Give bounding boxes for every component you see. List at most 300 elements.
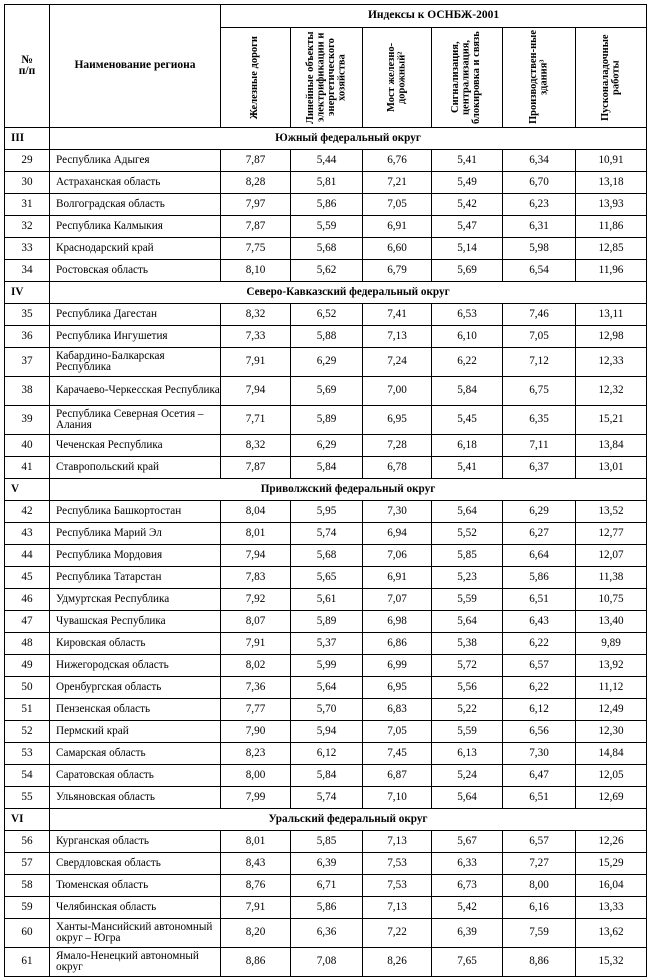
section-row xyxy=(5,128,647,150)
railways-value: 7,87 xyxy=(221,150,291,172)
section-code: V xyxy=(5,479,50,501)
table-row xyxy=(5,501,647,523)
production-buildings-value: 6,70 xyxy=(503,172,576,194)
table-row xyxy=(5,523,647,545)
table-row xyxy=(5,304,647,326)
region-name: Республика Северная Осетия – Алания xyxy=(50,406,221,435)
table-header xyxy=(5,5,647,128)
region-name: Ямало-Ненецкий автономный округ xyxy=(50,948,221,977)
electrification-value: 5,44 xyxy=(291,150,363,172)
section-row xyxy=(5,479,647,501)
commissioning-value: 13,52 xyxy=(576,501,647,523)
region-name: Карачаево-Черкесская Республика xyxy=(50,377,221,406)
section-title: Приволжский федеральный округ xyxy=(50,479,647,501)
row-number: 51 xyxy=(5,699,50,721)
commissioning-value: 12,07 xyxy=(576,545,647,567)
col-number-header: № п/п xyxy=(5,5,50,128)
rail-bridge-value: 7,05 xyxy=(363,721,432,743)
signalling-value: 6,73 xyxy=(432,875,503,897)
production-buildings-value: 6,12 xyxy=(503,699,576,721)
row-number: 38 xyxy=(5,377,50,406)
signalling-value: 5,56 xyxy=(432,677,503,699)
railways-value: 7,97 xyxy=(221,194,291,216)
region-name: Республика Татарстан xyxy=(50,567,221,589)
signalling-value: 5,64 xyxy=(432,611,503,633)
railways-value: 8,76 xyxy=(221,875,291,897)
commissioning-value: 15,29 xyxy=(576,853,647,875)
table-row xyxy=(5,545,647,567)
electrification-value: 6,29 xyxy=(291,348,363,377)
rail-bridge-value: 7,13 xyxy=(363,897,432,919)
production-buildings-value: 6,27 xyxy=(503,523,576,545)
rail-bridge-value: 7,53 xyxy=(363,853,432,875)
railways-value: 7,91 xyxy=(221,348,291,377)
row-number: 31 xyxy=(5,194,50,216)
region-name: Саратовская область xyxy=(50,765,221,787)
signalling-value: 5,41 xyxy=(432,150,503,172)
region-name: Ульяновская область xyxy=(50,787,221,809)
region-name: Республика Адыгея xyxy=(50,150,221,172)
col-rail-bridge-header: Мост железно-дорожный² xyxy=(363,28,432,128)
production-buildings-value: 8,86 xyxy=(503,948,576,977)
section-title: Южный федеральный округ xyxy=(50,128,647,150)
table-row xyxy=(5,567,647,589)
electrification-value: 5,74 xyxy=(291,787,363,809)
section-title: Северо-Кавказский федеральный округ xyxy=(50,282,647,304)
signalling-value: 5,14 xyxy=(432,238,503,260)
electrification-value: 5,86 xyxy=(291,897,363,919)
table-row xyxy=(5,172,647,194)
railways-value: 7,71 xyxy=(221,406,291,435)
production-buildings-value: 6,16 xyxy=(503,897,576,919)
signalling-value: 5,84 xyxy=(432,377,503,406)
production-buildings-value: 6,54 xyxy=(503,260,576,282)
production-buildings-value: 6,51 xyxy=(503,787,576,809)
commissioning-value: 12,26 xyxy=(576,831,647,853)
row-number: 56 xyxy=(5,831,50,853)
indices-group-header: Индексы к ОСНБЖ-2001 xyxy=(221,5,647,28)
production-buildings-value: 6,51 xyxy=(503,589,576,611)
railways-value: 8,01 xyxy=(221,523,291,545)
railways-value: 7,83 xyxy=(221,567,291,589)
railways-value: 8,07 xyxy=(221,611,291,633)
row-number: 29 xyxy=(5,150,50,172)
railways-value: 7,91 xyxy=(221,633,291,655)
row-number: 54 xyxy=(5,765,50,787)
row-number: 43 xyxy=(5,523,50,545)
region-name: Ставропольский край xyxy=(50,457,221,479)
row-number: 40 xyxy=(5,435,50,457)
row-number: 35 xyxy=(5,304,50,326)
rail-bridge-value: 7,53 xyxy=(363,875,432,897)
table-row xyxy=(5,787,647,809)
railways-value: 8,00 xyxy=(221,765,291,787)
table-body xyxy=(5,128,647,977)
col-electrification-header: Линейные объекты электрификации и энергетического хозяйства xyxy=(291,28,363,128)
signalling-value: 5,49 xyxy=(432,172,503,194)
production-buildings-value: 7,12 xyxy=(503,348,576,377)
electrification-value: 5,95 xyxy=(291,501,363,523)
row-number: 45 xyxy=(5,567,50,589)
table-row xyxy=(5,853,647,875)
rail-bridge-value: 7,22 xyxy=(363,919,432,948)
electrification-value: 5,70 xyxy=(291,699,363,721)
table-row xyxy=(5,831,647,853)
commissioning-value: 11,38 xyxy=(576,567,647,589)
commissioning-value: 10,91 xyxy=(576,150,647,172)
commissioning-value: 12,77 xyxy=(576,523,647,545)
electrification-value: 7,08 xyxy=(291,948,363,977)
electrification-value: 6,71 xyxy=(291,875,363,897)
region-name: Кировская область xyxy=(50,633,221,655)
electrification-value: 5,62 xyxy=(291,260,363,282)
signalling-value: 7,65 xyxy=(432,948,503,977)
section-code: III xyxy=(5,128,50,150)
rail-bridge-value: 7,41 xyxy=(363,304,432,326)
signalling-value: 5,64 xyxy=(432,501,503,523)
col-region-name-header: Наименование региона xyxy=(50,5,221,128)
col-production-buildings-header: Производствен-ные здания³ xyxy=(503,28,576,128)
section-title: Уральский федеральный округ xyxy=(50,809,647,831)
railways-value: 7,87 xyxy=(221,457,291,479)
electrification-value: 5,81 xyxy=(291,172,363,194)
commissioning-value: 10,75 xyxy=(576,589,647,611)
signalling-value: 5,22 xyxy=(432,699,503,721)
rail-bridge-value: 6,95 xyxy=(363,677,432,699)
signalling-value: 5,23 xyxy=(432,567,503,589)
electrification-value: 5,84 xyxy=(291,765,363,787)
row-number: 48 xyxy=(5,633,50,655)
table-row xyxy=(5,919,647,948)
region-name: Свердловская область xyxy=(50,853,221,875)
row-number: 53 xyxy=(5,743,50,765)
region-name: Республика Калмыкия xyxy=(50,216,221,238)
commissioning-value: 12,98 xyxy=(576,326,647,348)
commissioning-value: 12,32 xyxy=(576,377,647,406)
commissioning-value: 16,04 xyxy=(576,875,647,897)
rail-bridge-value: 7,28 xyxy=(363,435,432,457)
rail-bridge-value: 6,83 xyxy=(363,699,432,721)
signalling-value: 5,41 xyxy=(432,457,503,479)
production-buildings-value: 6,56 xyxy=(503,721,576,743)
rail-bridge-value: 7,07 xyxy=(363,589,432,611)
signalling-value: 6,13 xyxy=(432,743,503,765)
production-buildings-value: 5,98 xyxy=(503,238,576,260)
row-number: 57 xyxy=(5,853,50,875)
electrification-value: 5,89 xyxy=(291,406,363,435)
railways-value: 8,04 xyxy=(221,501,291,523)
signalling-value: 5,85 xyxy=(432,545,503,567)
region-name: Ханты-Мансийский автономный округ – Югра xyxy=(50,919,221,948)
table-row xyxy=(5,655,647,677)
table-row xyxy=(5,721,647,743)
production-buildings-value: 6,75 xyxy=(503,377,576,406)
signalling-value: 5,52 xyxy=(432,523,503,545)
railways-value: 7,90 xyxy=(221,721,291,743)
production-buildings-value: 7,46 xyxy=(503,304,576,326)
row-number: 46 xyxy=(5,589,50,611)
commissioning-value: 12,33 xyxy=(576,348,647,377)
electrification-value: 5,37 xyxy=(291,633,363,655)
table-row xyxy=(5,611,647,633)
region-name: Чувашская Республика xyxy=(50,611,221,633)
commissioning-value: 11,86 xyxy=(576,216,647,238)
region-name: Республика Ингушетия xyxy=(50,326,221,348)
row-number: 39 xyxy=(5,406,50,435)
region-name: Республика Марий Эл xyxy=(50,523,221,545)
production-buildings-value: 6,22 xyxy=(503,633,576,655)
railways-value: 8,23 xyxy=(221,743,291,765)
table-row xyxy=(5,260,647,282)
signalling-value: 5,45 xyxy=(432,406,503,435)
commissioning-value: 12,05 xyxy=(576,765,647,787)
signalling-value: 5,38 xyxy=(432,633,503,655)
signalling-value: 6,10 xyxy=(432,326,503,348)
rail-bridge-value: 6,87 xyxy=(363,765,432,787)
table-row xyxy=(5,150,647,172)
railways-value: 7,33 xyxy=(221,326,291,348)
regional-index-table xyxy=(4,4,647,977)
electrification-value: 6,29 xyxy=(291,435,363,457)
region-name: Курганская область xyxy=(50,831,221,853)
railways-value: 7,75 xyxy=(221,238,291,260)
region-name: Пензенская область xyxy=(50,699,221,721)
row-number: 30 xyxy=(5,172,50,194)
signalling-value: 5,59 xyxy=(432,589,503,611)
table-row xyxy=(5,743,647,765)
production-buildings-value: 6,22 xyxy=(503,677,576,699)
section-code: VI xyxy=(5,809,50,831)
row-number: 59 xyxy=(5,897,50,919)
signalling-value: 5,47 xyxy=(432,216,503,238)
table-row xyxy=(5,633,647,655)
production-buildings-value: 7,27 xyxy=(503,853,576,875)
region-name: Краснодарский край xyxy=(50,238,221,260)
railways-value: 8,32 xyxy=(221,304,291,326)
commissioning-value: 13,62 xyxy=(576,919,647,948)
production-buildings-value: 6,57 xyxy=(503,655,576,677)
electrification-value: 5,86 xyxy=(291,194,363,216)
row-number: 37 xyxy=(5,348,50,377)
rail-bridge-value: 6,98 xyxy=(363,611,432,633)
production-buildings-value: 6,35 xyxy=(503,406,576,435)
signalling-value: 6,39 xyxy=(432,919,503,948)
table-row xyxy=(5,765,647,787)
production-buildings-value: 7,11 xyxy=(503,435,576,457)
col-signalling-header: Сигнализация, централизация, блокировка и связь xyxy=(432,28,503,128)
col-railways-header: Железные дороги xyxy=(221,28,291,128)
table-row xyxy=(5,699,647,721)
electrification-value: 5,68 xyxy=(291,238,363,260)
section-code: IV xyxy=(5,282,50,304)
rail-bridge-value: 7,45 xyxy=(363,743,432,765)
production-buildings-value: 6,37 xyxy=(503,457,576,479)
signalling-value: 6,18 xyxy=(432,435,503,457)
table-row xyxy=(5,677,647,699)
row-number: 41 xyxy=(5,457,50,479)
signalling-value: 5,59 xyxy=(432,721,503,743)
section-row xyxy=(5,809,647,831)
production-buildings-value: 6,64 xyxy=(503,545,576,567)
railways-value: 8,02 xyxy=(221,655,291,677)
signalling-value: 5,69 xyxy=(432,260,503,282)
rail-bridge-value: 6,86 xyxy=(363,633,432,655)
signalling-value: 5,24 xyxy=(432,765,503,787)
electrification-value: 6,52 xyxy=(291,304,363,326)
row-number: 47 xyxy=(5,611,50,633)
commissioning-value: 12,69 xyxy=(576,787,647,809)
production-buildings-value: 5,86 xyxy=(503,567,576,589)
region-name: Ростовская область xyxy=(50,260,221,282)
table-row xyxy=(5,897,647,919)
production-buildings-value: 7,59 xyxy=(503,919,576,948)
row-number: 55 xyxy=(5,787,50,809)
commissioning-value: 13,33 xyxy=(576,897,647,919)
row-number: 52 xyxy=(5,721,50,743)
region-name: Пермский край xyxy=(50,721,221,743)
commissioning-value: 11,96 xyxy=(576,260,647,282)
electrification-value: 5,68 xyxy=(291,545,363,567)
row-number: 60 xyxy=(5,919,50,948)
electrification-value: 6,36 xyxy=(291,919,363,948)
table-row xyxy=(5,348,647,377)
electrification-value: 5,89 xyxy=(291,611,363,633)
commissioning-value: 13,18 xyxy=(576,172,647,194)
rail-bridge-value: 6,76 xyxy=(363,150,432,172)
railways-value: 8,32 xyxy=(221,435,291,457)
electrification-value: 5,85 xyxy=(291,831,363,853)
rail-bridge-value: 7,13 xyxy=(363,831,432,853)
row-number: 36 xyxy=(5,326,50,348)
electrification-value: 5,65 xyxy=(291,567,363,589)
region-name: Челябинская область xyxy=(50,897,221,919)
table-row xyxy=(5,435,647,457)
railways-value: 7,87 xyxy=(221,216,291,238)
railways-value: 7,77 xyxy=(221,699,291,721)
rail-bridge-value: 6,91 xyxy=(363,216,432,238)
rail-bridge-value: 7,00 xyxy=(363,377,432,406)
electrification-value: 5,59 xyxy=(291,216,363,238)
table-row xyxy=(5,238,647,260)
railways-value: 8,20 xyxy=(221,919,291,948)
commissioning-value: 11,12 xyxy=(576,677,647,699)
electrification-value: 6,39 xyxy=(291,853,363,875)
commissioning-value: 13,40 xyxy=(576,611,647,633)
signalling-value: 5,42 xyxy=(432,194,503,216)
signalling-value: 6,22 xyxy=(432,348,503,377)
commissioning-value: 12,30 xyxy=(576,721,647,743)
region-name: Республика Мордовия xyxy=(50,545,221,567)
railways-value: 7,99 xyxy=(221,787,291,809)
production-buildings-value: 6,57 xyxy=(503,831,576,853)
region-name: Тюменская область xyxy=(50,875,221,897)
row-number: 58 xyxy=(5,875,50,897)
commissioning-value: 14,84 xyxy=(576,743,647,765)
row-number: 61 xyxy=(5,948,50,977)
row-number: 42 xyxy=(5,501,50,523)
railways-value: 7,36 xyxy=(221,677,291,699)
signalling-value: 5,72 xyxy=(432,655,503,677)
signalling-value: 5,42 xyxy=(432,897,503,919)
electrification-value: 6,12 xyxy=(291,743,363,765)
production-buildings-value: 6,43 xyxy=(503,611,576,633)
row-number: 33 xyxy=(5,238,50,260)
row-number: 32 xyxy=(5,216,50,238)
rail-bridge-value: 7,05 xyxy=(363,194,432,216)
railways-value: 8,28 xyxy=(221,172,291,194)
production-buildings-value: 8,00 xyxy=(503,875,576,897)
electrification-value: 5,94 xyxy=(291,721,363,743)
production-buildings-value: 6,34 xyxy=(503,150,576,172)
production-buildings-value: 6,23 xyxy=(503,194,576,216)
railways-value: 8,10 xyxy=(221,260,291,282)
table-row xyxy=(5,377,647,406)
commissioning-value: 13,84 xyxy=(576,435,647,457)
region-name: Чеченская Республика xyxy=(50,435,221,457)
region-name: Нижегородская область xyxy=(50,655,221,677)
production-buildings-value: 6,29 xyxy=(503,501,576,523)
production-buildings-value: 7,05 xyxy=(503,326,576,348)
electrification-value: 5,64 xyxy=(291,677,363,699)
rail-bridge-value: 6,95 xyxy=(363,406,432,435)
rail-bridge-value: 6,94 xyxy=(363,523,432,545)
rail-bridge-value: 7,21 xyxy=(363,172,432,194)
region-name: Удмуртская Республика xyxy=(50,589,221,611)
electrification-value: 5,88 xyxy=(291,326,363,348)
rail-bridge-value: 6,60 xyxy=(363,238,432,260)
commissioning-value: 15,21 xyxy=(576,406,647,435)
region-name: Республика Башкортостан xyxy=(50,501,221,523)
region-name: Астраханская область xyxy=(50,172,221,194)
electrification-value: 5,61 xyxy=(291,589,363,611)
section-row xyxy=(5,282,647,304)
region-name: Республика Дагестан xyxy=(50,304,221,326)
rail-bridge-value: 6,78 xyxy=(363,457,432,479)
signalling-value: 6,33 xyxy=(432,853,503,875)
commissioning-value: 13,92 xyxy=(576,655,647,677)
commissioning-value: 12,85 xyxy=(576,238,647,260)
rail-bridge-value: 7,13 xyxy=(363,326,432,348)
commissioning-value: 12,49 xyxy=(576,699,647,721)
commissioning-value: 13,93 xyxy=(576,194,647,216)
rail-bridge-value: 7,06 xyxy=(363,545,432,567)
signalling-value: 6,53 xyxy=(432,304,503,326)
row-number: 50 xyxy=(5,677,50,699)
row-number: 34 xyxy=(5,260,50,282)
rail-bridge-value: 6,99 xyxy=(363,655,432,677)
table-row xyxy=(5,948,647,977)
table-row xyxy=(5,457,647,479)
production-buildings-value: 6,47 xyxy=(503,765,576,787)
region-name: Оренбургская область xyxy=(50,677,221,699)
railways-value: 7,91 xyxy=(221,897,291,919)
railways-value: 8,86 xyxy=(221,948,291,977)
commissioning-value: 15,32 xyxy=(576,948,647,977)
electrification-value: 5,84 xyxy=(291,457,363,479)
railways-value: 8,43 xyxy=(221,853,291,875)
signalling-value: 5,64 xyxy=(432,787,503,809)
table-row xyxy=(5,216,647,238)
rail-bridge-value: 7,10 xyxy=(363,787,432,809)
rail-bridge-value: 7,24 xyxy=(363,348,432,377)
table-row xyxy=(5,194,647,216)
region-name: Кабардино-Балкарская Республика xyxy=(50,348,221,377)
electrification-value: 5,99 xyxy=(291,655,363,677)
railways-value: 7,92 xyxy=(221,589,291,611)
signalling-value: 5,67 xyxy=(432,831,503,853)
table-row xyxy=(5,589,647,611)
commissioning-value: 13,11 xyxy=(576,304,647,326)
